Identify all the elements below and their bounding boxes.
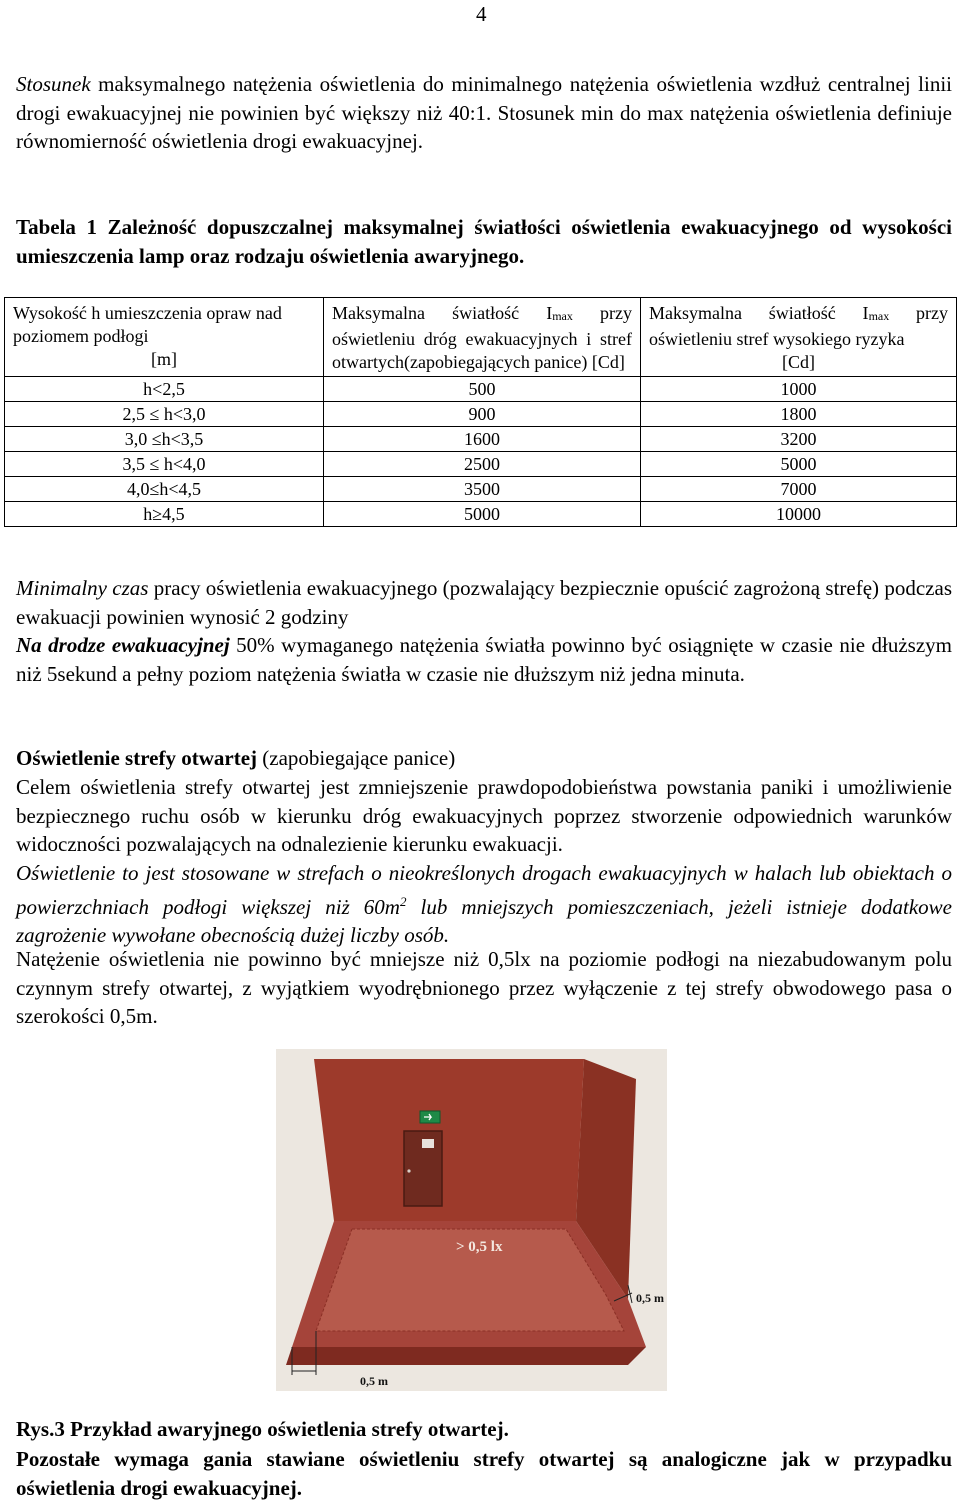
section-body-purpose: Celem oświetlenia strefy otwartej jest zmniejszenie prawdopodobieństwa powstania paniki i umożliwienie bezpiecznego ruchu osób w kierunku dróg ewakuacyjnych poprzez stworzenie odpowiednich warunków widoczności pozwalających na odnalezienie kierunku ewakuacji. — [16, 775, 952, 856]
page-number: 4 — [476, 2, 487, 26]
zone-label: > 0,5 lx — [456, 1239, 503, 1255]
cell-escape-value: 2500 — [324, 452, 641, 477]
cell-escape-value: 500 — [324, 377, 641, 402]
cell-high-risk-value: 1800 — [641, 402, 957, 427]
section-heading: Oświetlenie strefy otwartej (zapobiegające panice) — [16, 746, 456, 770]
room-illustration — [276, 1049, 667, 1391]
table-row — [5, 427, 957, 452]
table-row — [5, 477, 957, 502]
open-area-lighting-figure — [276, 1049, 667, 1391]
section-body-illuminance: Natężenie oświetlenia nie powinno być mniejsze niż 0,5lx na poziomie podłogi na niezabudowanym polu czynnym strefy otwartej, z wyjątkiem wyodrębnionego przez wyłączenie z tej strefy obwodowego pasa o szerokości 0,5m. — [16, 947, 952, 1028]
cell-escape-value: 3500 — [324, 477, 641, 502]
cell-high-risk-value: 5000 — [641, 452, 957, 477]
paragraph-escape-route: Na drodze ewakuacyjnej 50% wymaganego natężenia światła powinno być osiągnięte w czasie nie dłuższym niż 5sekund a pełny poziom natężenia światła w czasie nie dłuższym niż jedna minuta. — [16, 633, 953, 686]
cell-height: 2,5 ≤ h<3,0 — [5, 402, 324, 427]
margin-label-bottom: 0,5 m — [360, 1374, 388, 1388]
section-body-application: Oświetlenie to jest stosowane w strefach o nieokreślonych drogach ewakuacyjnych w halach lub obiektach o powierzchniach podłogi większej niż $60m^2$ lub mniejszych pomieszczeniach, jeżeli istnieje dodatkowe zagrożenie wywołane obecnością dużej liczby osób. — [16, 861, 952, 947]
table-row — [5, 502, 957, 527]
lead-term: Stosunek — [16, 72, 91, 96]
back-wall — [314, 1059, 584, 1221]
header-high-risk-intensity: Maksymalna światłość $I_{max}$ przy oświetleniu stref wysokiego ryzyka [Cd] — [641, 298, 957, 377]
cell-height: 4,0≤h<4,5 — [5, 477, 324, 502]
closing-paragraph: Pozostałe wymaga gania stawiane oświetleniu strefy otwartej są analogiczne jak w przypadku oświetlenia drogi ewakuacyjnej. — [16, 1447, 952, 1500]
table-row — [5, 452, 957, 477]
cell-high-risk-value: 3200 — [641, 427, 957, 452]
table-row — [5, 377, 957, 402]
cell-escape-value: 5000 — [324, 502, 641, 527]
paragraph-minimum-time: Minimalny czas pracy oświetlenia ewakuacyjnego (pozwalający bezpiecznie opuścić zagrożoną strefę) podczas ewakuacji powinien wynosić 2 godziny — [16, 576, 952, 629]
table-header-row — [5, 298, 957, 377]
lead-term: Minimalny czas — [16, 576, 149, 600]
cell-height: 3,0 ≤h<3,5 — [5, 427, 324, 452]
cell-high-risk-value: 10000 — [641, 502, 957, 527]
paragraph-uniformity — [16, 70, 952, 156]
header-mounting-height: Wysokość h umieszczenia opraw nad poziomem podłogi [m] — [5, 298, 324, 377]
luminous-intensity-table — [4, 297, 957, 527]
table-row — [5, 402, 957, 427]
cell-height: h≥4,5 — [5, 502, 324, 527]
figure-caption: Rys.3 Przykład awaryjnego oświetlenia strefy otwartej. — [16, 1417, 509, 1441]
cell-height: 3,5 ≤ h<4,0 — [5, 452, 324, 477]
margin-label-right: 0,5 m — [636, 1291, 664, 1305]
cell-high-risk-value: 7000 — [641, 477, 957, 502]
lead-term: Na drodze ewakuacyjnej — [16, 633, 230, 657]
cell-escape-value: 900 — [324, 402, 641, 427]
paragraph-text: maksymalnego natężenia oświetlenia do minimalnego natężenia oświetlenia wzdłuż centralnej linii drogi ewakuacyjnej nie powinien być większy niż 40:1. Stosunek min do max natężenia oświetlenia definiuje równomierność oświetlenia drogi ewakuacyjnej. — [16, 72, 952, 153]
header-escape-route-intensity: Maksymalna światłość $I_{max}$ przy oświetleniu dróg ewakuacyjnych i stref otwartych(zapobiegających panice) [Cd] — [324, 298, 641, 377]
cell-escape-value: 1600 — [324, 427, 641, 452]
table-title: Tabela 1 Zależność dopuszczalnej maksymalnej światłości oświetlenia ewakuacyjnego od wysokości umieszczenia lamp oraz rodzaju oświetlenia awaryjnego. — [16, 215, 952, 268]
cell-height: h<2,5 — [5, 377, 324, 402]
cell-high-risk-value: 1000 — [641, 377, 957, 402]
